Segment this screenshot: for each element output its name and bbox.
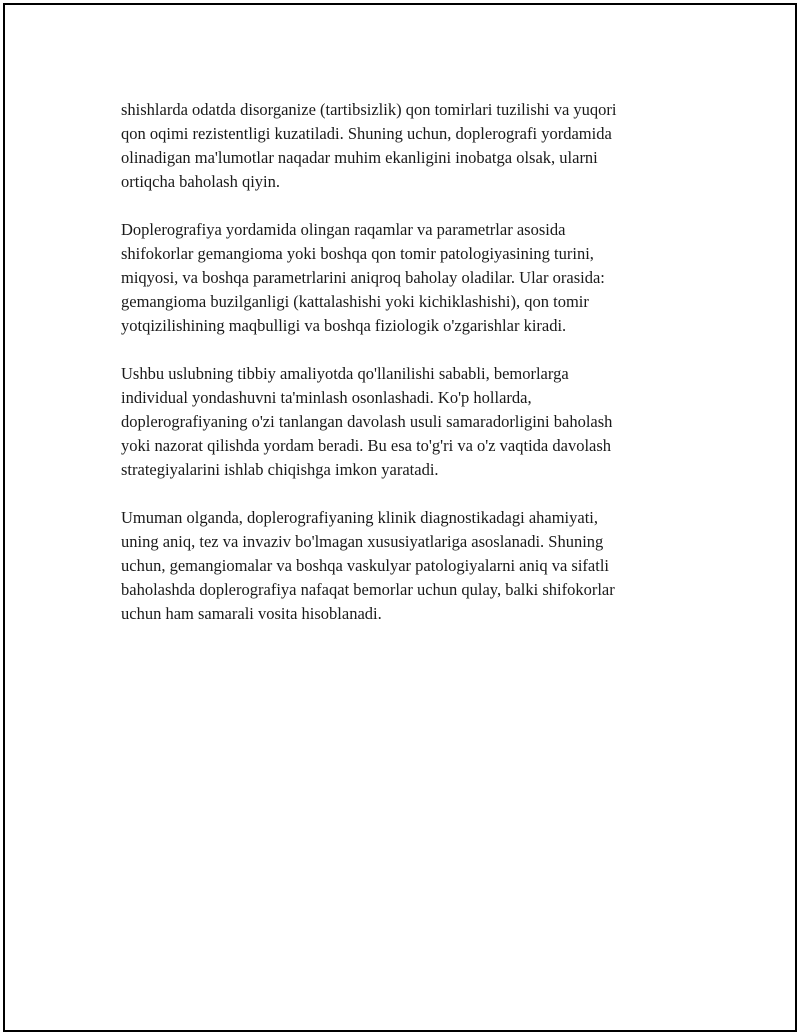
text-line: ortiqcha baholash qiyin. bbox=[121, 172, 281, 191]
text-line: uchun ham samarali vosita hisoblanadi. bbox=[121, 604, 382, 623]
text-line: miqyosi, va boshqa parametrlarini aniqroq baholay oladilar. Ular orasida: bbox=[121, 268, 605, 287]
document-body bbox=[121, 98, 681, 650]
text-line: Doplerografiya yordamida olingan raqamlar va parametrlar asosida bbox=[121, 220, 566, 239]
text-line: baholashda doplerografiya nafaqat bemorlar uchun qulay, balki shifokorlar bbox=[121, 580, 615, 599]
text-line: strategiyalarini ishlab chiqishga imkon yaratadi. bbox=[121, 460, 439, 479]
text-line: yotqizilishining maqbulligi va boshqa fiziologik o'zgarishlar kiradi. bbox=[121, 316, 567, 335]
paragraph-4 bbox=[121, 506, 681, 626]
text-line: olinadigan ma'lumotlar naqadar muhim ekanligini inobatga olsak, ularni bbox=[121, 148, 598, 167]
text-line: shishlarda odatda disorganize (tartibsizlik) qon tomirlari tuzilishi va yuqori bbox=[121, 100, 617, 119]
paragraph-3 bbox=[121, 362, 681, 482]
text-line: individual yondashuvni ta'minlash osonlashadi. Ko'p hollarda, bbox=[121, 388, 532, 407]
paragraph-2 bbox=[121, 218, 681, 338]
text-line: yoki nazorat qilishda yordam beradi. Bu esa to'g'ri va o'z vaqtida davolash bbox=[121, 436, 612, 455]
page-frame bbox=[3, 3, 797, 1032]
text-line: uchun, gemangiomalar va boshqa vaskulyar patologiyalarni aniq va sifatli bbox=[121, 556, 609, 575]
paragraph-1 bbox=[121, 98, 681, 194]
text-line: Ushbu uslubning tibbiy amaliyotda qo'llanilishi sababli, bemorlarga bbox=[121, 364, 569, 383]
text-line: uning aniq, tez va invaziv bo'lmagan xususiyatlariga asoslanadi. Shuning bbox=[121, 532, 604, 551]
text-line: shifokorlar gemangioma yoki boshqa qon tomir patologiyasining turini, bbox=[121, 244, 594, 263]
text-line: gemangioma buzilganligi (kattalashishi yoki kichiklashishi), qon tomir bbox=[121, 292, 589, 311]
text-line: doplerografiyaning o'zi tanlangan davolash usuli samaradorligini baholash bbox=[121, 412, 613, 431]
text-line: Umuman olganda, doplerografiyaning klinik diagnostikadagi ahamiyati, bbox=[121, 508, 599, 527]
text-line: qon oqimi rezistentligi kuzatiladi. Shuning uchun, doplerografi yordamida bbox=[121, 124, 612, 143]
